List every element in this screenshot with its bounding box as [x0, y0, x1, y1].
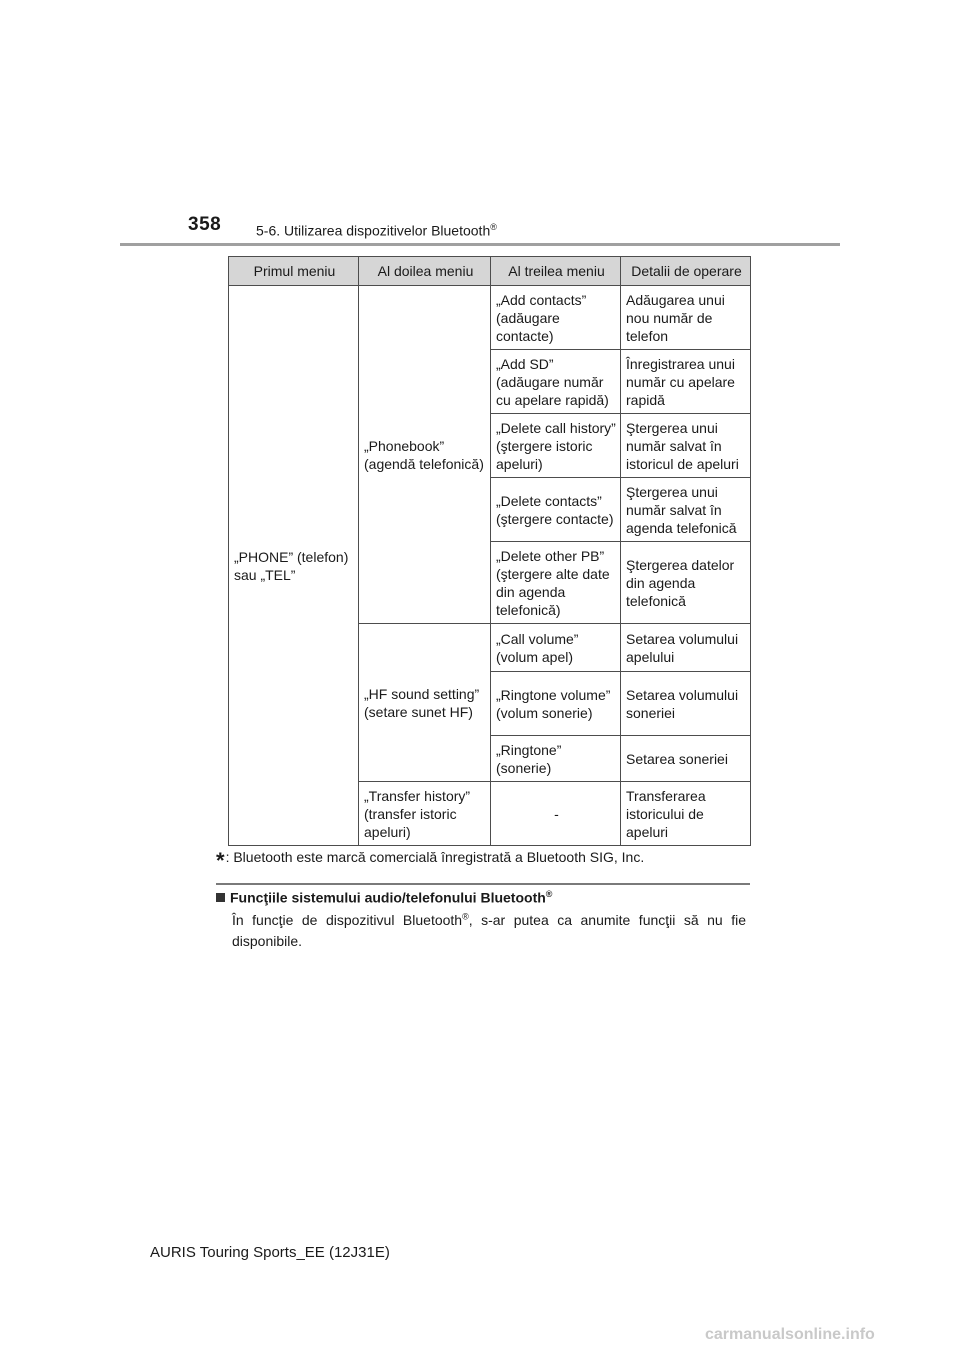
page-number: 358 — [188, 214, 222, 235]
detail-cell: Setarea soneriei — [621, 736, 751, 782]
detail-cell: Ştergerea unui număr salvat în agenda telefonică — [621, 478, 751, 542]
detail-cell: Setarea volumului apelului — [621, 624, 751, 672]
third-menu-cell: „Call volume” (volum apel) — [491, 624, 621, 672]
registered-mark: ® — [462, 911, 469, 922]
second-menu-cell-phonebook: „Phonebook” (agendă telefonică) — [359, 286, 491, 624]
table-header-row — [229, 257, 751, 286]
column-header-first-menu: Primul meniu — [229, 257, 359, 286]
trademark-footnote — [216, 848, 644, 874]
square-bullet-icon — [216, 893, 225, 902]
note-divider — [216, 883, 750, 885]
footnote-asterisk: * — [216, 848, 225, 873]
document-footer: AURIS Touring Sports_EE (12J31E) — [150, 1244, 390, 1261]
detail-cell: Ştergerea datelor din agenda telefonică — [621, 542, 751, 624]
detail-cell: Ştergerea unui număr salvat în istoricul de apeluri — [621, 414, 751, 478]
note-body — [232, 910, 746, 952]
column-header-third-menu: Al treilea meniu — [491, 257, 621, 286]
registered-mark: ® — [545, 889, 553, 899]
note-title-text: Funcţiile sistemului audio/telefonului Bluetooth — [230, 889, 546, 906]
column-header-operation-details: Detalii de operare — [621, 257, 751, 286]
note-body-text-continued: , s-ar putea ca anumite funcţii să nu fie disponibile. — [232, 912, 746, 949]
third-menu-cell: „Ringtone” (sonerie) — [491, 736, 621, 782]
section-title-text: 5-6. Utilizarea dispozitivelor Bluetooth — [256, 222, 491, 239]
first-menu-cell: „PHONE” (telefon) sau „TEL” — [229, 286, 359, 846]
third-menu-cell: „Ringtone volume” (volum sonerie) — [491, 672, 621, 736]
detail-cell: Setarea volumului soneriei — [621, 672, 751, 736]
second-menu-cell-hf-sound: „HF sound setting” (setare sunet HF) — [359, 624, 491, 782]
third-menu-cell: „Add contacts” (adăugare contacte) — [491, 286, 621, 350]
detail-cell: Transferarea istoricului de apeluri — [621, 782, 751, 846]
third-menu-cell: „Delete contacts” (ştergere contacte) — [491, 478, 621, 542]
section-title — [256, 222, 497, 239]
third-menu-cell: „Delete call history” (ştergere istoric apeluri) — [491, 414, 621, 478]
registered-mark: ® — [490, 222, 497, 232]
table-row — [229, 286, 751, 350]
second-menu-cell-transfer-history: „Transfer history” (transfer istoric apeluri) — [359, 782, 491, 846]
column-header-second-menu: Al doilea meniu — [359, 257, 491, 286]
note-title — [216, 889, 552, 906]
third-menu-cell: „Add SD” (adăugare număr cu apelare rapidă) — [491, 350, 621, 414]
header-divider — [120, 243, 840, 246]
phone-menu-table — [228, 256, 751, 846]
detail-cell: Înregistrarea unui număr cu apelare rapidă — [621, 350, 751, 414]
third-menu-cell: „Delete other PB” (ştergere alte date din agenda telefonică) — [491, 542, 621, 624]
third-menu-cell: - — [491, 782, 621, 846]
note-body-text: În funcţie de dispozitivul Bluetooth — [232, 912, 463, 928]
watermark: carmanualsonline.info — [705, 1326, 875, 1343]
footnote-text: : Bluetooth este marcă comercială înregistrată a Bluetooth SIG, Inc. — [225, 849, 645, 865]
detail-cell: Adăugarea unui nou număr de telefon — [621, 286, 751, 350]
